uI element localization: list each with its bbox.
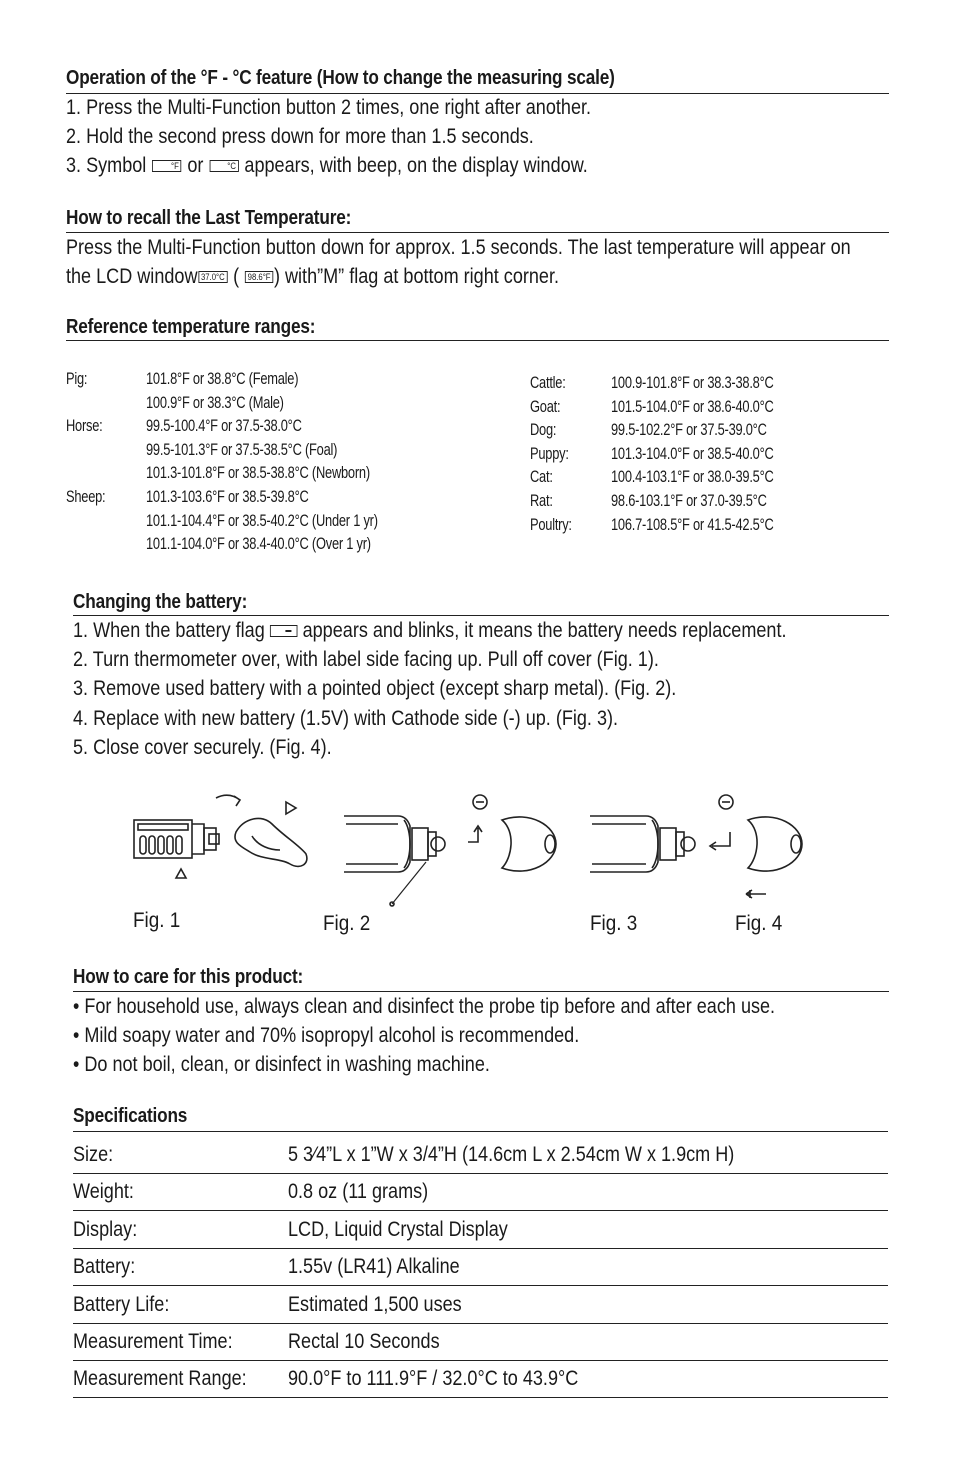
fig4-label: Fig. 4 [735,912,783,935]
range-animal-label: Cattle: [530,374,566,392]
operation-rule [66,93,889,94]
range-value: 101.3-101.8°F or 38.5-38.8°C (Newborn) [146,464,370,483]
battery-step-3: 3. Remove used battery with a pointed object (except sharp metal). (Fig. 2). [73,677,677,700]
range-value: 101.1-104.0°F or 38.4-40.0°C (Over 1 yr) [146,535,371,554]
fig2-cover-icon [468,795,556,871]
battery-heading: Changing the battery: [73,591,248,613]
operation-step-3 [66,154,588,178]
range-value: 101.3-104.0°F or 38.5-40.0°C [611,444,774,463]
spec-value: 0.8 oz (11 grams) [288,1180,429,1204]
range-animal-label: Poultry: [530,515,572,534]
care-rule [73,991,889,992]
range-value: 98.6-103.1°F or 37.0-39.5°C [611,492,767,510]
range-animal-label: Rat: [530,492,553,510]
range-value: 101.8°F or 38.8°C (Female) [146,370,299,388]
spec-label: Battery: [73,1255,136,1279]
lcd-fahrenheit-icon: 98.6°F [245,271,273,283]
fahrenheit-symbol-icon: °F [152,160,181,172]
battery-rule [73,615,889,616]
spec-value: Rectal 10 Seconds [288,1330,440,1353]
range-animal-label: Horse: [66,417,103,436]
fig3-thermometer-icon [590,816,695,872]
spec-label: Display: [73,1217,138,1241]
recall-line-2-suffix: ) with”M” flag at bottom right corner. [273,265,560,288]
spec-row [73,1136,888,1174]
spec-value: 5 3⁄4”L x 1”W x 3/4”H (14.6cm L x 2.54cm W x 1.9cm H) [288,1143,735,1166]
fig2-thermometer-icon [344,816,445,906]
care-item-2: • Mild soapy water and 70% isopropyl alcohol is recommended. [73,1024,580,1047]
range-value: 99.5-100.4°F or 37.5-38.0°C [146,417,302,436]
spec-label: Weight: [73,1180,134,1204]
spec-row [73,1173,888,1211]
battery-step-1-prefix: 1. When the battery flag [73,619,265,642]
care-item-3: • Do not boil, clean, or disinfect in washing machine. [73,1053,490,1076]
recall-line-1: Press the Multi-Function button down for approx. 1.5 seconds. The last temperature will appear on [66,236,851,259]
fig4-cover-icon [710,795,802,898]
battery-step-4: 4. Replace with new battery (1.5V) with Cathode side (-) up. (Fig. 3). [73,707,619,730]
specs-heading: Specifications [73,1105,188,1127]
recall-rule [66,232,889,233]
celsius-symbol-icon: °C [209,160,238,172]
recall-lcd-separator: ( [228,265,245,288]
spec-row [73,1211,888,1249]
spec-row [73,1360,888,1398]
range-animal-label: Pig: [66,370,88,388]
lcd-celsius-icon: 37.0°C [198,271,227,283]
range-value: 100.9-101.8°F or 38.3-38.8°C [611,374,774,392]
spec-row [73,1323,888,1361]
recall-line-2-prefix: the LCD window [66,265,198,288]
range-value: 101.3-103.6°F or 38.5-39.8°C [146,488,309,506]
spec-row [73,1286,888,1324]
battery-step-1 [73,619,786,643]
battery-figures-illustration [0,780,954,910]
range-value: 100.9°F or 38.3°C (Male) [146,393,284,412]
operation-step-2: 2. Hold the second press down for more than 1.5 seconds. [66,125,534,148]
recall-line-2 [66,265,559,289]
range-animal-label: Cat: [530,468,553,487]
range-value: 99.5-101.3°F or 37.5-38.5°C (Foal) [146,440,338,459]
operation-step-3-prefix: 3. Symbol [66,154,147,177]
battery-step-2: 2. Turn thermometer over, with label side facing up. Pull off cover (Fig. 1). [73,648,659,671]
specs-top-rule [73,1131,888,1132]
range-value: 106.7-108.5°F or 41.5-42.5°C [611,515,774,534]
care-heading: How to care for this product: [73,966,304,988]
operation-step-1: 1. Press the Multi-Function button 2 times, one right after another. [66,96,592,119]
spec-value: 1.55v (LR41) Alkaline [288,1255,460,1279]
battery-step-1-suffix: appears and blinks, it means the battery needs replacement. [302,619,787,642]
range-animal-label: Puppy: [530,444,569,463]
range-animal-label: Sheep: [66,488,106,506]
spec-value: 90.0°F to 111.9°F / 32.0°C to 43.9°C [288,1367,579,1391]
range-value: 101.1-104.4°F or 38.5-40.2°C (Under 1 yr) [146,511,378,530]
operation-step-3-suffix: appears, with beep, on the display window. [244,154,588,177]
fig1-thermometer-icon [134,820,219,878]
battery-flag-icon [270,625,298,637]
fig1-cover-icon [216,795,307,866]
recall-heading: How to recall the Last Temperature: [66,207,352,229]
range-value: 101.5-104.0°F or 38.6-40.0°C [611,397,774,416]
operation-step-3-or: or [187,154,204,177]
battery-step-5: 5. Close cover securely. (Fig. 4). [73,736,332,759]
ranges-rule [66,340,889,341]
spec-row [73,1248,888,1286]
fig2-label: Fig. 2 [323,912,371,935]
operation-heading: Operation of the °F - °C feature (How to change the measuring scale) [66,67,615,89]
spec-label: Battery Life: [73,1292,170,1316]
ranges-heading: Reference temperature ranges: [66,316,316,338]
range-animal-label: Dog: [530,421,557,440]
spec-label: Measurement Time: [73,1330,233,1353]
spec-label: Measurement Range: [73,1367,247,1391]
range-animal-label: Goat: [530,397,561,416]
spec-value: LCD, Liquid Crystal Display [288,1217,508,1241]
spec-label: Size: [73,1143,114,1166]
spec-value: Estimated 1,500 uses [288,1292,462,1316]
fig1-label: Fig. 1 [133,909,181,932]
range-value: 99.5-102.2°F or 37.5-39.0°C [611,421,767,440]
range-value: 100.4-103.1°F or 38.0-39.5°C [611,468,774,487]
fig3-label: Fig. 3 [590,912,638,935]
care-item-1: • For household use, always clean and disinfect the probe tip before and after each use. [73,995,776,1018]
